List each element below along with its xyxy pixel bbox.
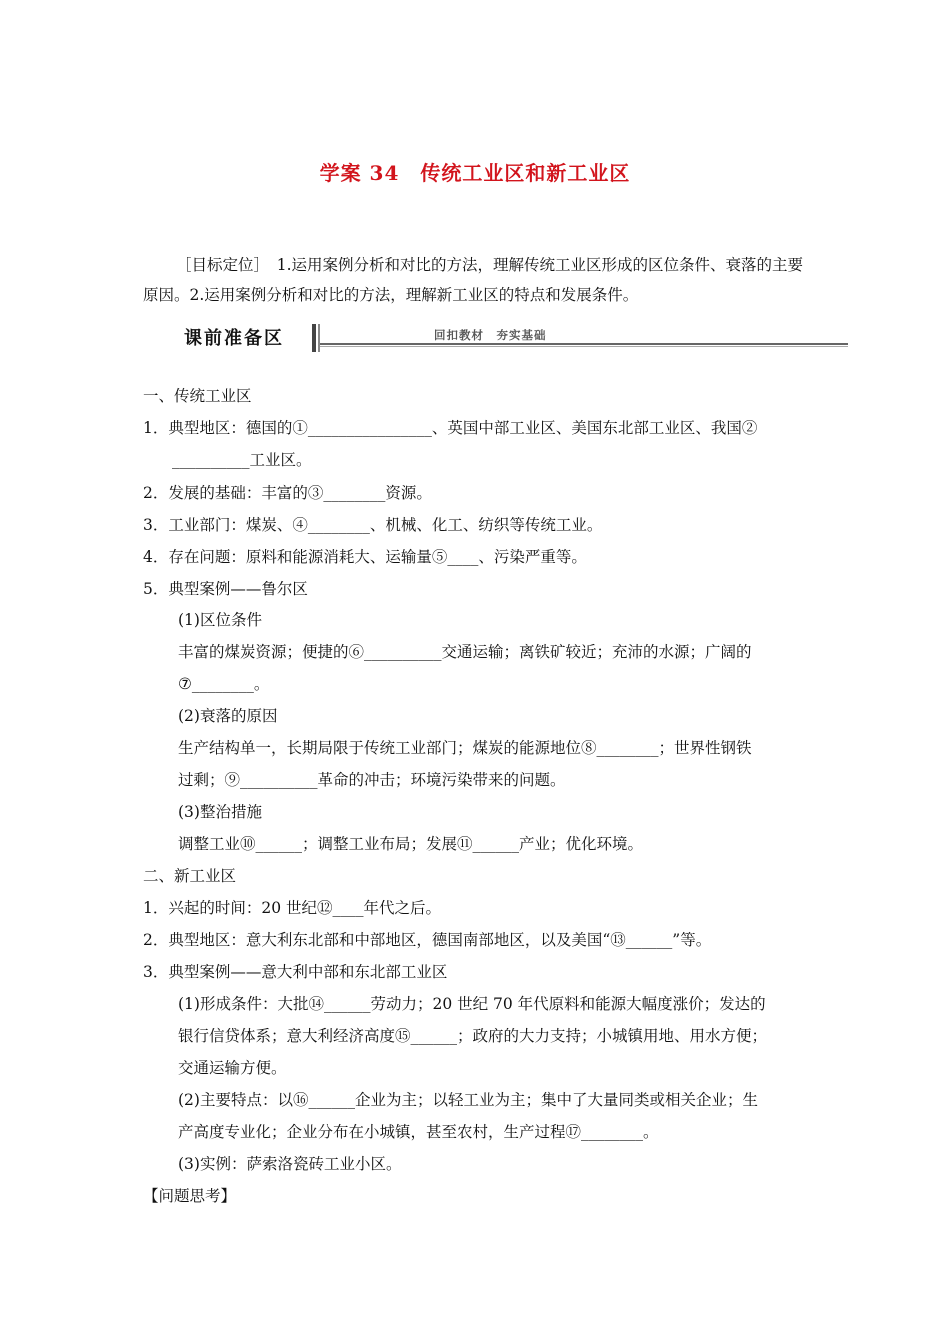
sub-conditions-line3: 交通运输方便。: [178, 1059, 287, 1077]
section-banner: [178, 322, 848, 354]
item-5: 5．典型案例——鲁尔区: [143, 580, 308, 598]
sub-decline-line2: 过剩；⑨__________革命的冲击；环境污染带来的问题。: [178, 771, 566, 789]
sub-location-line1: 丰富的煤炭资源；便捷的⑥__________交通运输；离铁矿较近；充沛的水源；广阔的: [178, 643, 752, 661]
heading-traditional: 一、传统工业区: [143, 387, 252, 405]
sub-location-line2: ⑦________。: [178, 675, 270, 693]
sub-decline-line1: 生产结构单一，长期局限于传统工业部门；煤炭的能源地位⑧________；世界性钢铁: [178, 739, 752, 757]
sub-measures-line: 调整工业⑩______；调整工业布局；发展⑪______产业；优化环境。: [178, 835, 644, 853]
page-title: 学案 34 传统工业区和新工业区: [319, 161, 631, 185]
sub-features-line1: (2)主要特点：以⑯______企业为主；以轻工业为主；集中了大量同类或相关企业；生: [178, 1091, 758, 1109]
sub-conditions-line2: 银行信贷体系；意大利经济高度⑮______；政府的大力支持；小城镇用地、用水方便；: [178, 1027, 768, 1045]
question-heading: 【问题思考】: [143, 1187, 237, 1205]
item-2: 2．发展的基础：丰富的③________资源。: [143, 484, 432, 502]
item-1-line2: __________工业区。: [172, 451, 312, 469]
sub-measures-heading: (3)整治措施: [178, 803, 262, 821]
banner-label: 课前准备区: [184, 328, 284, 349]
sub-decline-heading: (2)衰落的原因: [178, 707, 278, 725]
banner-divider-thin: [318, 324, 320, 352]
banner-divider: [312, 324, 316, 352]
new-item-3: 3．典型案例——意大利中部和东北部工业区: [143, 963, 448, 981]
item-3: 3．工业部门：煤炭、④________、机械、化工、纺织等传统工业。: [143, 516, 603, 534]
sub-features-line2: 产高度专业化；企业分布在小城镇，甚至农村，生产过程⑰________。: [178, 1123, 659, 1141]
goal-paragraph: ［目标定位］ 1.运用案例分析和对比的方法，理解传统工业区形成的区位条件、衰落的主要原因。2.运用案例分析和对比的方法，理解新工业区的特点和发展条件。: [143, 256, 804, 304]
banner-rule: [320, 343, 848, 345]
sub-conditions-line1: (1)形成条件：大批⑭______劳动力；20 世纪 70 年代原料和能源大幅度涨价；发达的: [178, 995, 766, 1013]
new-item-2: 2．典型地区：意大利东北部和中部地区，德国南部地区，以及美国“⑬______”等。: [143, 931, 712, 949]
sub-example: (3)实例：萨索洛瓷砖工业小区。: [178, 1155, 402, 1173]
banner-rule-thin: [320, 346, 848, 347]
banner-subtitle: 回扣教材 夯实基础: [434, 328, 547, 342]
sub-location-heading: (1)区位条件: [178, 611, 262, 629]
item-4: 4．存在问题：原料和能源消耗大、运输量⑤____、污染严重等。: [143, 548, 587, 566]
new-item-1: 1．兴起的时间：20 世纪⑫____年代之后。: [143, 899, 442, 917]
item-1-line1: 1．典型地区：德国的①________________、英国中部工业区、美国东北部工业区、我国②: [143, 419, 758, 437]
heading-new: 二、新工业区: [143, 867, 237, 885]
